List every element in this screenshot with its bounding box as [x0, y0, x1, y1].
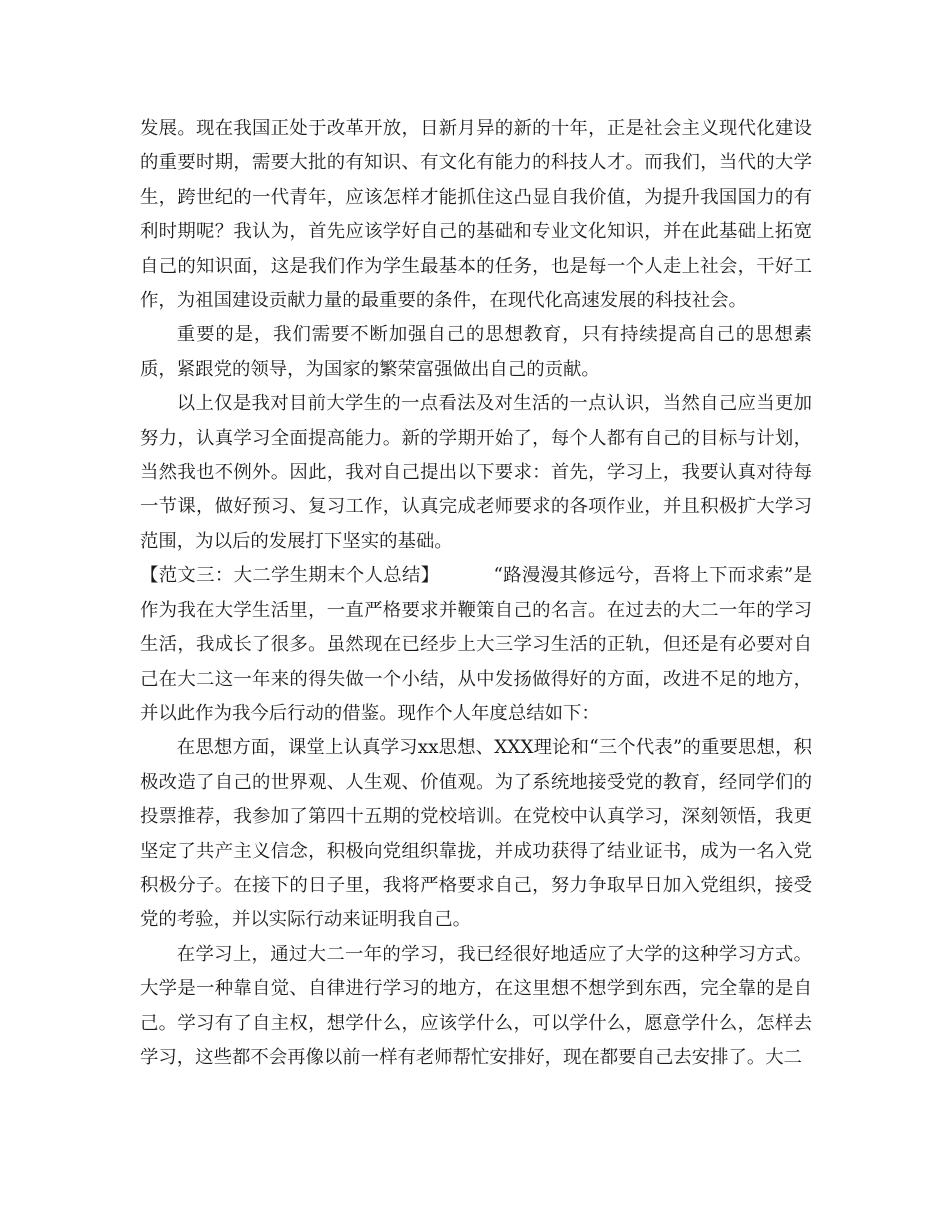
- paragraph-5: 在思想方面，课堂上认真学习xx思想、XXX理论和“三个代表”的重要思想，积极改造了自己的世界观、人生观、价值观。为了系统地接受党的教育，经同学们的投票推荐，我参加了第四十五期的党校培训。在党校中认真学习，深刻领悟，我更坚定了共产主义信念，积极向党组织靠拢，并成功获得了结业证书，成为一名入党积极分子。在接下的日子里，我将严格要求自己，努力争取早日加入党组织，接受党的考验，并以实际行动来证明我自己。: [140, 737, 812, 931]
- paragraph-2: 重要的是，我们需要不断加强自己的思想教育，只有持续提高自己的思想素质，紧跟党的领导，为国家的繁荣富强做出自己的贡献。: [140, 324, 812, 380]
- document-body: [140, 112, 812, 1075]
- paragraph-1: 发展。现在我国正处于改革开放，日新月异的新的十年，正是社会主义现代化建设的重要时期，需要大批的有知识、有文化有能力的科技人才。而我们，当代的大学生，跨世纪的一代青年，应该怎样才能抓住这凸显自我价值，为提升我国国力的有利时期呢？我认为，首先应该学好自己的基础和专业文化知识，并在此基础上拓宽自己的知识面，这是我们作为学生最基本的任务，也是每一个人走上社会，干好工作，为祖国建设贡献力量的最重要的条件，在现代化高速发展的科技社会。: [140, 118, 812, 312]
- section-heading: 【范文三：大二学生期末个人总结】: [140, 565, 440, 587]
- paragraph-6: 在学习上，通过大二一年的学习，我已经很好地适应了大学的这种学习方式。大学是一种靠自觉、自律进行学习的地方，在这里想不想学到东西，完全靠的是自己。学习有了自主权，想学什么，应该学什么，可以学什么，愿意学什么，怎样去学习，这些都不会再像以前一样有老师帮忙安排好，现在都要自己去安排了。大二: [140, 943, 812, 1068]
- section-paragraph: [140, 559, 812, 731]
- paragraph-3: 以上仅是我对目前大学生的一点看法及对生活的一点认识，当然自己应当更加努力，认真学习全面提高能力。新的学期开始了，每个人都有自己的目标与计划，当然我也不例外。因此，我对自己提出以下要求：首先，学习上，我要认真对待每一节课，做好预习、复习工作，认真完成老师要求的各项作业，并且积极扩大学习范围，为以后的发展打下坚实的基础。: [140, 393, 812, 552]
- section-intro-text: “路漫漫其修远兮，吾将上下而求索”是作为我在大学生活里，一直严格要求并鞭策自己的名言。在过去的大二一年的学习生活，我成长了很多。虽然现在已经步上大三学习生活的正轨，但还是有必要对自己在大二这一年来的得失做一个小结，从中发扬做得好的方面，改进不足的地方，并以此作为我今后行动的借鉴。现作个人年度总结如下：: [140, 565, 812, 724]
